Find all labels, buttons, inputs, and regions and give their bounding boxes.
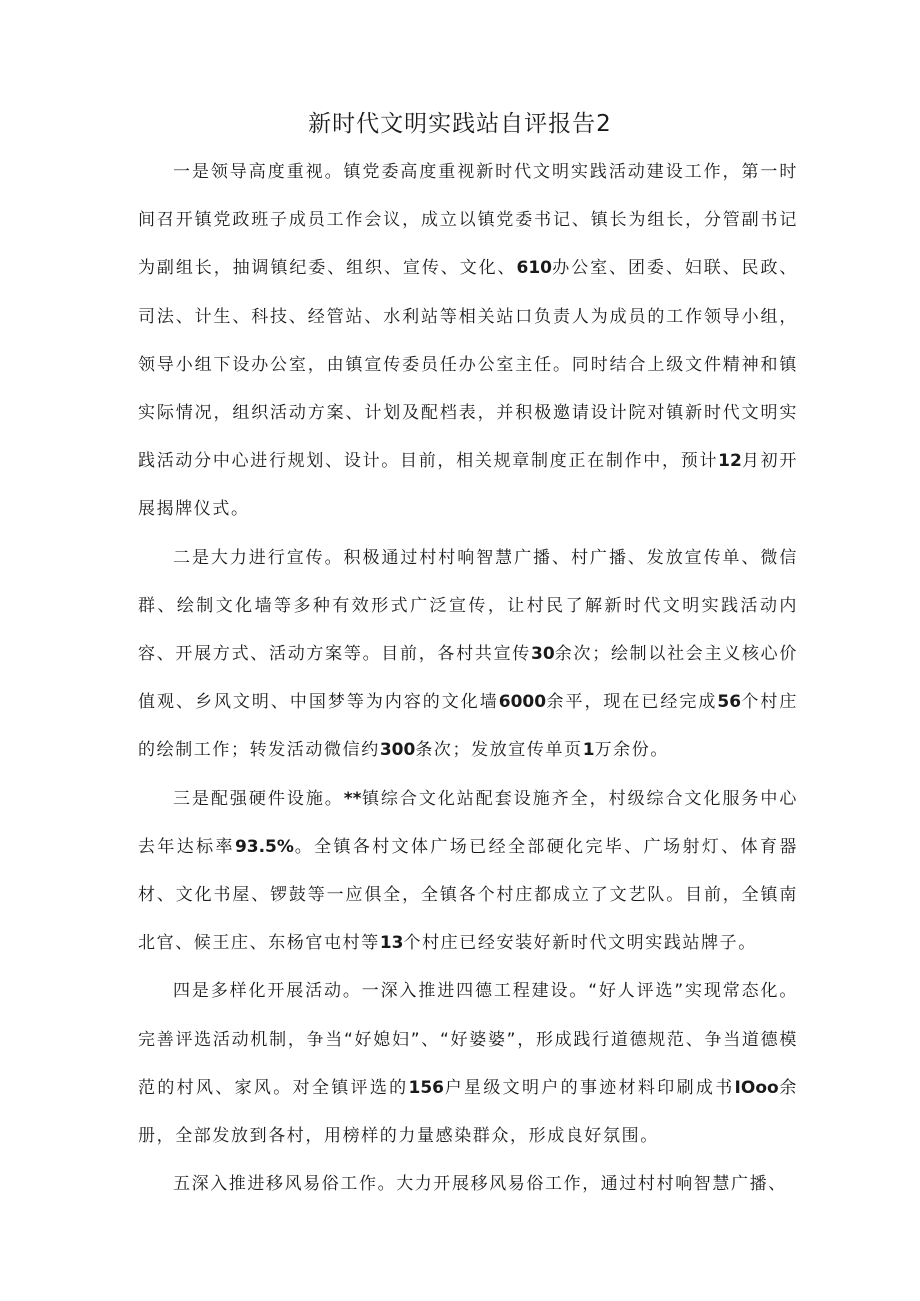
paragraph-5: [138, 1160, 798, 1208]
text-run: 余平，现在已经完成: [546, 692, 718, 713]
paragraph-1: [138, 148, 798, 534]
document-body: [138, 148, 798, 1208]
text-run: 。全镇各村文体广场已经全部硬化完毕、广场射灯、体育器材、文化书屋、锣鼓等一应俱全，全镇各个村庄都成立了文艺队。目前，全镇南北官、候王庄、东杨官屯村等: [138, 836, 798, 954]
bold-number: 12: [718, 451, 742, 472]
bold-number: **: [343, 788, 362, 809]
text-run: 一是领导高度重视。镇党委高度重视新时代文明实践活动建设工作，第一时间召开镇党政班子成员工作会议，成立以镇党委书记、镇长为组长，分管副书记为副组长，抽调镇纪委、组织、宣传、文化、: [138, 162, 798, 279]
text-run: 月初开展揭牌仪式。: [138, 451, 798, 520]
bold-number: 30: [531, 644, 555, 665]
bold-number: 6000: [498, 692, 547, 713]
bold-number: 610: [516, 258, 552, 279]
text-run: 个村庄已经安装好新时代文明实践站牌子。: [403, 933, 757, 954]
bold-number: IOoo: [734, 1077, 779, 1098]
text-run: 二是大力进行宣传。积极通过村村响智慧广播、村广播、发放宣传单、微信群、绘制文化墙等多种有效形式广泛宣传，让村民了解新时代文明实践活动内容、开展方式、活动方案等。目前，各村共宣传: [138, 547, 798, 665]
bold-number: 93.5%: [234, 836, 294, 857]
text-run: 四是多样化开展活动。一深入推进四德工程建设。“好人评选”实现常态化。完善评选活动机制，争当“好媳妇”、“好婆婆”，形成践行道德规范、争当道德模范的村风、家风。对全镇评选的: [138, 981, 798, 1098]
text-run: 余册，全部发放到各村，用榜样的力量感染群众，形成良好氛围。: [138, 1077, 799, 1147]
document-title: 新时代文明实践站自评报告2: [308, 111, 612, 137]
text-run: 五深入推进移风易俗工作。大力开展移风易俗工作，通过村村响智慧广播、: [173, 1174, 787, 1195]
text-run: 条次；发放宣传单页: [415, 740, 583, 761]
text-run: 镇综合文化站配套设施齐全，村级综合文化服务中心去年达标率: [138, 788, 798, 857]
bold-number: 56: [717, 692, 742, 713]
text-run: 个村庄的绘制工作；转发活动微信约: [138, 692, 798, 761]
bold-number: 13: [379, 933, 404, 954]
text-run: 户星级文明户的事迹材料印刷成书: [444, 1077, 735, 1098]
text-run: 万余份。: [594, 740, 669, 761]
text-run: 三是配强硬件设施。: [173, 788, 344, 809]
text-run: 余次；绘制以社会主义核心价值观、乡风文明、中国梦等为内容的文化墙: [138, 644, 798, 713]
bold-number: 300: [379, 740, 416, 761]
text-run: 办公室、团委、妇联、民政、司法、计生、科技、经管站、水利站等相关站口负责人为成员的工作领导小组，领导小组下设办公室，由镇宣传委员任办公室主任。同时结合上级文件精神和镇实际情况，组织活动方案、计划及配档表，并积极邀请设计院对镇新时代文明实践活动分中心进行规划、设计。目前，相关规章制度正在制作中，预计: [138, 258, 798, 472]
paragraph-4: [138, 967, 798, 1160]
bold-number: 156: [408, 1077, 444, 1098]
bold-number: 1: [582, 740, 595, 761]
paragraph-2: [138, 534, 798, 775]
paragraph-3: [138, 775, 798, 968]
